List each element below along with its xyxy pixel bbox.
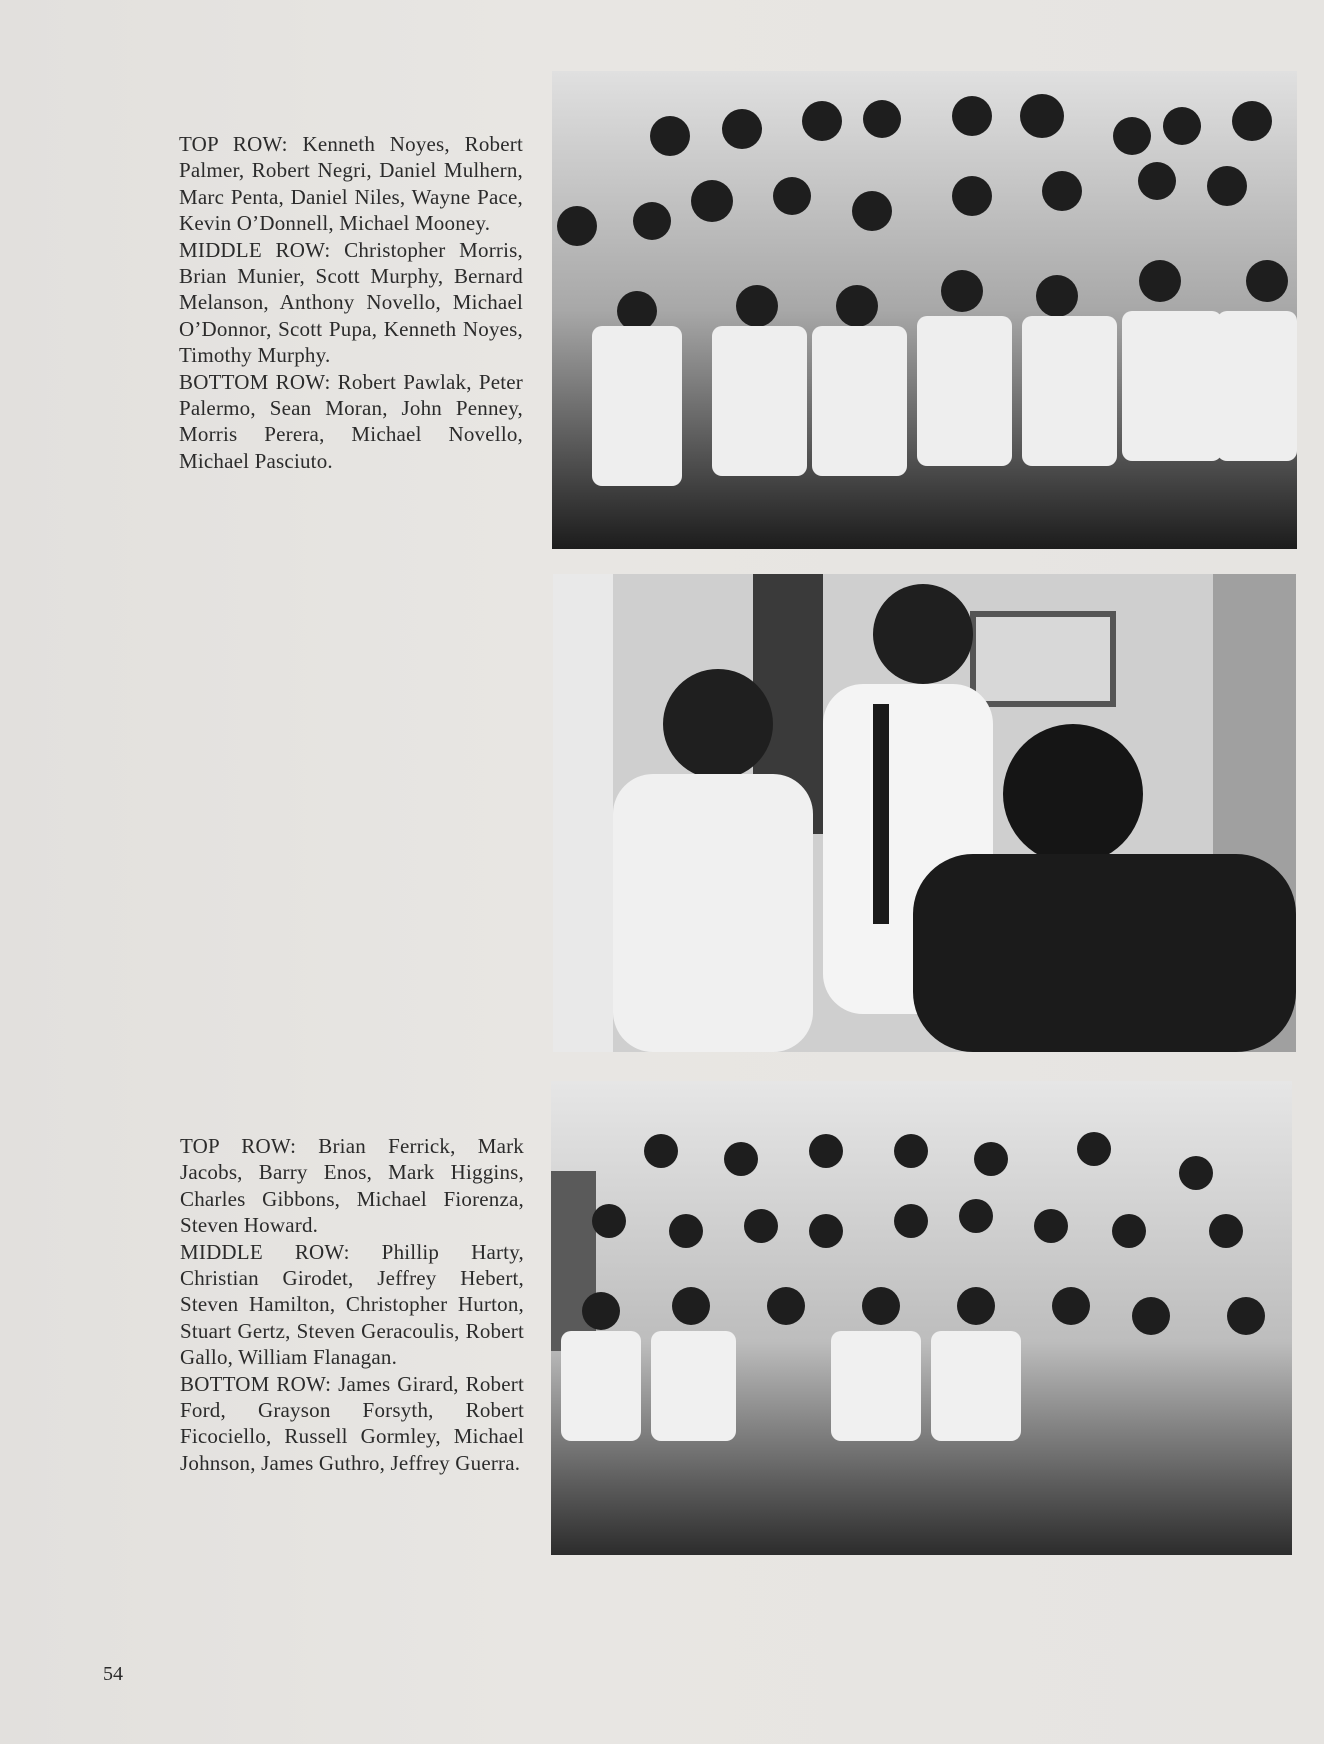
caption-top-row: TOP ROW: Kenneth Noyes, Robert Palmer, Robert Negri, Daniel Mulhern, Marc Penta, Daniel Niles, Wayne Pace, Kevin O’Donnell, Michael Mooney. [179, 132, 523, 236]
class-group-photo-2 [551, 1081, 1292, 1555]
caption-top-row: TOP ROW: Brian Ferrick, Mark Jacobs, Barry Enos, Mark Higgins, Charles Gibbons, Michael Fiorenza, Steven Howard. [180, 1134, 524, 1238]
caption-bottom-row: BOTTOM ROW: Robert Pawlak, Peter Palermo, Sean Moran, John Penney, Morris Perera, Michael Novello, Michael Pasciuto. [179, 369, 523, 473]
candid-photo-image [553, 574, 1296, 1052]
class-group-photo-1 [552, 71, 1297, 549]
caption-middle-row: MIDDLE ROW: Phillip Harty, Christian Girodet, Jeffrey Hebert, Steven Hamilton, Christopher Hurton, Stuart Gertz, Steven Geracoulis, Robert Gallo, William Flanagan. [180, 1239, 524, 1370]
group-photo-2-image [551, 1081, 1292, 1555]
caption-bottom-row: BOTTOM ROW: James Girard, Robert Ford, Grayson Forsyth, Robert Ficociello, Russell Gormley, Michael Johnson, James Guthro, Jeffrey Guerra. [180, 1371, 524, 1475]
page-number: 54 [103, 1663, 123, 1685]
group-photo-1-image [552, 71, 1297, 549]
class-photo-caption-1 [179, 131, 523, 474]
candid-photo-students [553, 574, 1296, 1052]
caption-middle-row: MIDDLE ROW: Christopher Morris, Brian Munier, Scott Murphy, Bernard Melanson, Anthony Novello, Michael O’Donnor, Scott Pupa, Kenneth Noyes, Timothy Murphy. [179, 237, 523, 368]
class-photo-caption-2 [180, 1133, 524, 1476]
